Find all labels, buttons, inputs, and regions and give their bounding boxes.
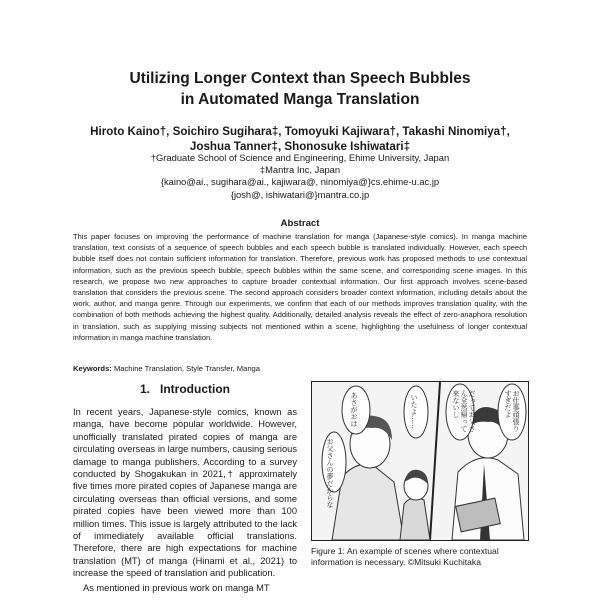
speech-bubble-4: だってお父さん全然帰って来ないし (452, 390, 476, 432)
speech-bubble-1: あさがおは (350, 392, 358, 427)
title-line-2: in Automated Manga Translation (180, 91, 420, 108)
speech-bubble-3: いたよ…… (410, 394, 418, 429)
affiliation-1: †Graduate School of Science and Engineering, Ehime University, Japan (150, 152, 450, 163)
affiliation-emails-2: {josh@, ishiwatari@}mantra.co.jp (230, 188, 370, 200)
author-list (0, 124, 600, 154)
title-line-1: Utilizing Longer Context than Speech Bubbles (129, 70, 471, 87)
section-number: 1. (140, 382, 151, 396)
speech-bubble-5: お仕事頑張りすぎだよ (504, 390, 520, 432)
intro-paragraph-1: In recent years, Japanese-style comics, known as manga, have become popular worldwide. However, unofficially translated pirated copies of manga are circulating overseas in large numbers, causing serious damage to manga publishers. According to a survey conducted by Shogakukan in 2021,† approximately five times more pirated copies of Japanese manga are circulating overseas than official versions, and some pirated copies have been viewed more than 100 million times. This issue is largely attributed to the lack of immediately available official translations. Therefore, there are high expectations for machine translation (MT) of manga (Hinami et al., 2021) to increase the speed of translation and publication. (73, 407, 297, 579)
speech-bubble-2: お父さんの夢だからな (326, 438, 334, 508)
keywords (73, 364, 313, 373)
paper-title (0, 68, 600, 110)
manga-illustration (312, 382, 528, 540)
section-heading (73, 382, 297, 396)
affiliation-emails-1: {kaino@ai., sugihara@ai., kajiwara@, ninomiya@}cs.ehime-u.ac.jp (160, 176, 440, 188)
intro-body (73, 406, 297, 594)
section-title: Introduction (160, 382, 230, 396)
affiliation-2: ‡Mantra Inc, Japan (259, 164, 341, 176)
affiliations (0, 152, 600, 201)
authors-line-1: Hiroto Kaino†, Soichiro Sugihara‡, Tomoyuki Kajiwara†, Takashi Ninomiya†, (90, 125, 510, 138)
abstract-text: This paper focuses on improving the performance of machine translation for manga (Japanese-style comics). In manga machine translation, text consists of a sequence of speech bubbles and each speech bubble is translated individually. However, each speech bubble itself does not contain sufficient information for translation. Therefore, previous work has proposed methods to use contextual information, such as the previous speech bubble, speech bubbles within the same scene, and corresponding scene images. In this research, we propose two new approaches to capture broader contextual information. Our first approach involves scene-based translation that considers the previous scene. The second approach considers broader context information, including details about the work, author, and manga genre. Through our experiments, we confirm that each of our methods improves translation quality, with the combination of both methods achieving the highest quality. Additionally, detailed analysis reveals the effect of zero-anaphora resolution in translation, such as supplying missing subjects not mentioned within a scene, highlighting the usefulness of longer contextual information in manga machine translation. (73, 232, 527, 342)
authors-line-2: Joshua Tanner‡, Shonosuke Ishiwatari‡ (189, 140, 411, 153)
figure-caption: Figure 1: An example of scenes where contextual information is necessary. ©Mitsuki Kuchitaka (311, 546, 499, 568)
intro-paragraph-2: As mentioned in previous work on manga MT (83, 582, 270, 593)
keywords-label: Keywords: (73, 364, 112, 373)
keywords-text: Machine Translation, Style Transfer, Manga (113, 364, 260, 373)
abstract-heading: Abstract (280, 218, 320, 229)
manga-figure (311, 381, 529, 541)
